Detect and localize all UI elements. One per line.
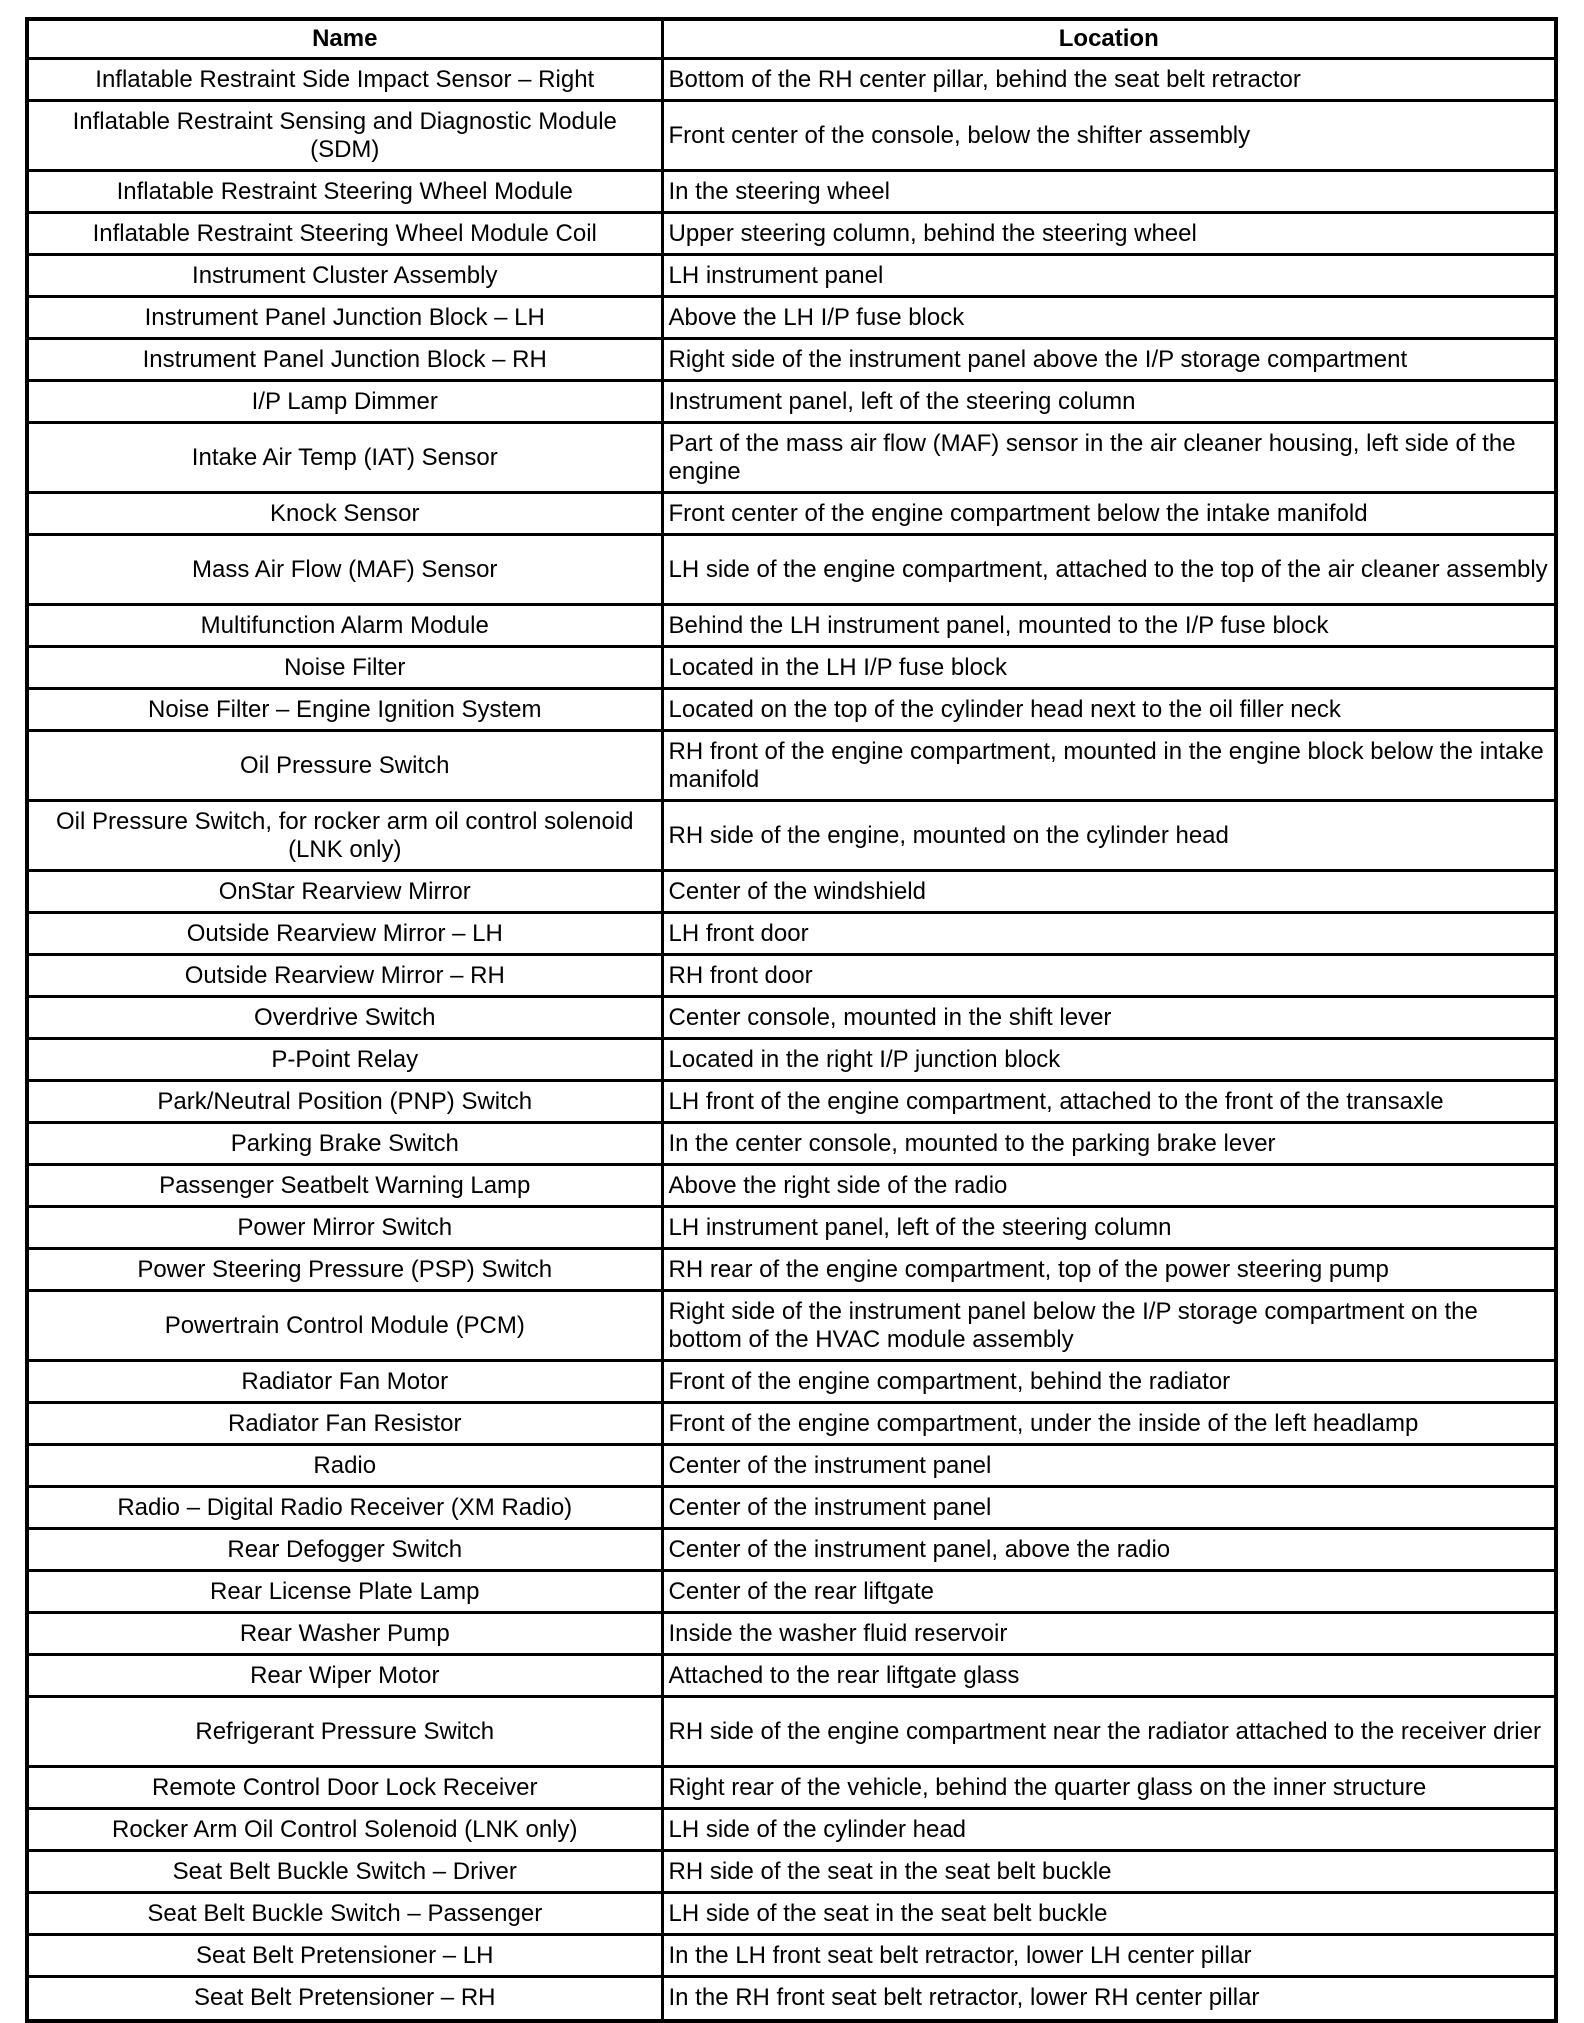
cell-location: Center of the instrument panel bbox=[662, 1487, 1554, 1529]
cell-name: Multifunction Alarm Module bbox=[29, 605, 662, 647]
cell-location: In the LH front seat belt retractor, lower LH center pillar bbox=[662, 1935, 1554, 1977]
table-row bbox=[29, 213, 1554, 255]
cell-name: Rocker Arm Oil Control Solenoid (LNK only) bbox=[29, 1809, 662, 1851]
table-row bbox=[29, 913, 1554, 955]
cell-location: Front center of the engine compartment below the intake manifold bbox=[662, 493, 1554, 535]
table-row bbox=[29, 1249, 1554, 1291]
cell-location: Located on the top of the cylinder head next to the oil filler neck bbox=[662, 689, 1554, 731]
cell-name: Inflatable Restraint Steering Wheel Module Coil bbox=[29, 213, 662, 255]
cell-name: Inflatable Restraint Sensing and Diagnostic Module (SDM) bbox=[29, 101, 662, 171]
cell-name: Power Mirror Switch bbox=[29, 1207, 662, 1249]
cell-location: RH side of the engine, mounted on the cylinder head bbox=[662, 801, 1554, 871]
cell-name: Rear License Plate Lamp bbox=[29, 1571, 662, 1613]
cell-location: Instrument panel, left of the steering column bbox=[662, 381, 1554, 423]
cell-name: Inflatable Restraint Steering Wheel Module bbox=[29, 171, 662, 213]
table-row bbox=[29, 955, 1554, 997]
cell-location: Upper steering column, behind the steering wheel bbox=[662, 213, 1554, 255]
cell-location: Located in the LH I/P fuse block bbox=[662, 647, 1554, 689]
table-row bbox=[29, 255, 1554, 297]
cell-name: I/P Lamp Dimmer bbox=[29, 381, 662, 423]
cell-name: Parking Brake Switch bbox=[29, 1123, 662, 1165]
cell-name: Inflatable Restraint Side Impact Sensor – Right bbox=[29, 59, 662, 101]
cell-location: Front of the engine compartment, behind the radiator bbox=[662, 1361, 1554, 1403]
cell-location: In the center console, mounted to the parking brake lever bbox=[662, 1123, 1554, 1165]
table-row bbox=[29, 59, 1554, 101]
table-row bbox=[29, 731, 1554, 801]
table-row bbox=[29, 801, 1554, 871]
table-row bbox=[29, 1403, 1554, 1445]
cell-location: RH rear of the engine compartment, top of the power steering pump bbox=[662, 1249, 1554, 1291]
table-row bbox=[29, 1893, 1554, 1935]
table-row bbox=[29, 1809, 1554, 1851]
cell-location: Center of the rear liftgate bbox=[662, 1571, 1554, 1613]
cell-name: P-Point Relay bbox=[29, 1039, 662, 1081]
table-row bbox=[29, 1291, 1554, 1361]
cell-location: Bottom of the RH center pillar, behind the seat belt retractor bbox=[662, 59, 1554, 101]
cell-name: Mass Air Flow (MAF) Sensor bbox=[29, 535, 662, 605]
cell-location: Above the right side of the radio bbox=[662, 1165, 1554, 1207]
cell-location: LH side of the engine compartment, attached to the top of the air cleaner assembly bbox=[662, 535, 1554, 605]
cell-location: Center of the windshield bbox=[662, 871, 1554, 913]
cell-name: Knock Sensor bbox=[29, 493, 662, 535]
table-row bbox=[29, 493, 1554, 535]
table-row bbox=[29, 1613, 1554, 1655]
cell-name: Seat Belt Pretensioner – LH bbox=[29, 1935, 662, 1977]
cell-name: Refrigerant Pressure Switch bbox=[29, 1697, 662, 1767]
table-row bbox=[29, 1487, 1554, 1529]
table-row bbox=[29, 871, 1554, 913]
cell-location: LH instrument panel bbox=[662, 255, 1554, 297]
cell-location: Above the LH I/P fuse block bbox=[662, 297, 1554, 339]
cell-location: Located in the right I/P junction block bbox=[662, 1039, 1554, 1081]
cell-location: In the RH front seat belt retractor, lower RH center pillar bbox=[662, 1977, 1554, 2019]
table-row bbox=[29, 1081, 1554, 1123]
cell-name: Passenger Seatbelt Warning Lamp bbox=[29, 1165, 662, 1207]
cell-location: RH side of the seat in the seat belt buckle bbox=[662, 1851, 1554, 1893]
table-row bbox=[29, 1165, 1554, 1207]
table-row bbox=[29, 647, 1554, 689]
cell-location: Behind the LH instrument panel, mounted to the I/P fuse block bbox=[662, 605, 1554, 647]
cell-location: Right side of the instrument panel below the I/P storage compartment on the bottom of the HVAC module assembly bbox=[662, 1291, 1554, 1361]
cell-name: Remote Control Door Lock Receiver bbox=[29, 1767, 662, 1809]
column-header-location: Location bbox=[662, 21, 1554, 59]
cell-location: Right rear of the vehicle, behind the quarter glass on the inner structure bbox=[662, 1767, 1554, 1809]
table-row bbox=[29, 1123, 1554, 1165]
cell-location: RH front of the engine compartment, mounted in the engine block below the intake manifold bbox=[662, 731, 1554, 801]
table-row bbox=[29, 605, 1554, 647]
table-row bbox=[29, 1767, 1554, 1809]
cell-name: Radio bbox=[29, 1445, 662, 1487]
table-row bbox=[29, 1529, 1554, 1571]
table-row bbox=[29, 1039, 1554, 1081]
cell-name: Powertrain Control Module (PCM) bbox=[29, 1291, 662, 1361]
cell-name: Instrument Panel Junction Block – RH bbox=[29, 339, 662, 381]
cell-location: LH side of the seat in the seat belt buckle bbox=[662, 1893, 1554, 1935]
table-row bbox=[29, 1445, 1554, 1487]
cell-location: LH front of the engine compartment, attached to the front of the transaxle bbox=[662, 1081, 1554, 1123]
table-row bbox=[29, 171, 1554, 213]
table-row bbox=[29, 997, 1554, 1039]
cell-location: Center of the instrument panel bbox=[662, 1445, 1554, 1487]
cell-name: Noise Filter – Engine Ignition System bbox=[29, 689, 662, 731]
table-row bbox=[29, 101, 1554, 171]
table-row bbox=[29, 297, 1554, 339]
cell-location: LH instrument panel, left of the steering column bbox=[662, 1207, 1554, 1249]
cell-name: Seat Belt Buckle Switch – Passenger bbox=[29, 1893, 662, 1935]
cell-location: Part of the mass air flow (MAF) sensor in the air cleaner housing, left side of the engine bbox=[662, 423, 1554, 493]
cell-name: Intake Air Temp (IAT) Sensor bbox=[29, 423, 662, 493]
cell-location: RH front door bbox=[662, 955, 1554, 997]
table-body bbox=[29, 59, 1554, 2019]
table-row bbox=[29, 423, 1554, 493]
table-row bbox=[29, 1977, 1554, 2019]
table-row bbox=[29, 1361, 1554, 1403]
cell-location: Center of the instrument panel, above the radio bbox=[662, 1529, 1554, 1571]
table-row bbox=[29, 1655, 1554, 1697]
cell-name: Rear Washer Pump bbox=[29, 1613, 662, 1655]
cell-name: Overdrive Switch bbox=[29, 997, 662, 1039]
cell-location: Front center of the console, below the shifter assembly bbox=[662, 101, 1554, 171]
cell-name: Rear Defogger Switch bbox=[29, 1529, 662, 1571]
cell-name: Outside Rearview Mirror – RH bbox=[29, 955, 662, 997]
table-row bbox=[29, 1571, 1554, 1613]
location-table bbox=[29, 21, 1554, 2019]
cell-location: Attached to the rear liftgate glass bbox=[662, 1655, 1554, 1697]
cell-name: Instrument Panel Junction Block – LH bbox=[29, 297, 662, 339]
cell-location: Inside the washer fluid reservoir bbox=[662, 1613, 1554, 1655]
table-row bbox=[29, 381, 1554, 423]
cell-location: Front of the engine compartment, under the inside of the left headlamp bbox=[662, 1403, 1554, 1445]
cell-name: Noise Filter bbox=[29, 647, 662, 689]
cell-location: LH front door bbox=[662, 913, 1554, 955]
table-row bbox=[29, 535, 1554, 605]
table-row bbox=[29, 1935, 1554, 1977]
cell-location: LH side of the cylinder head bbox=[662, 1809, 1554, 1851]
component-location-table bbox=[25, 17, 1558, 2023]
header-row bbox=[29, 21, 1554, 59]
cell-name: Park/Neutral Position (PNP) Switch bbox=[29, 1081, 662, 1123]
cell-location: Right side of the instrument panel above the I/P storage compartment bbox=[662, 339, 1554, 381]
cell-location: Center console, mounted in the shift lever bbox=[662, 997, 1554, 1039]
cell-name: Seat Belt Buckle Switch – Driver bbox=[29, 1851, 662, 1893]
table-row bbox=[29, 1207, 1554, 1249]
cell-name: Rear Wiper Motor bbox=[29, 1655, 662, 1697]
table-row bbox=[29, 1851, 1554, 1893]
cell-location: In the steering wheel bbox=[662, 171, 1554, 213]
cell-name: Radiator Fan Resistor bbox=[29, 1403, 662, 1445]
cell-name: Radiator Fan Motor bbox=[29, 1361, 662, 1403]
cell-name: Instrument Cluster Assembly bbox=[29, 255, 662, 297]
table-row bbox=[29, 1697, 1554, 1767]
table-row bbox=[29, 689, 1554, 731]
cell-name: OnStar Rearview Mirror bbox=[29, 871, 662, 913]
cell-location: RH side of the engine compartment near the radiator attached to the receiver drier bbox=[662, 1697, 1554, 1767]
table-row bbox=[29, 339, 1554, 381]
cell-name: Radio – Digital Radio Receiver (XM Radio) bbox=[29, 1487, 662, 1529]
cell-name: Outside Rearview Mirror – LH bbox=[29, 913, 662, 955]
cell-name: Seat Belt Pretensioner – RH bbox=[29, 1977, 662, 2019]
cell-name: Oil Pressure Switch, for rocker arm oil control solenoid (LNK only) bbox=[29, 801, 662, 871]
column-header-name: Name bbox=[29, 21, 662, 59]
cell-name: Oil Pressure Switch bbox=[29, 731, 662, 801]
cell-name: Power Steering Pressure (PSP) Switch bbox=[29, 1249, 662, 1291]
